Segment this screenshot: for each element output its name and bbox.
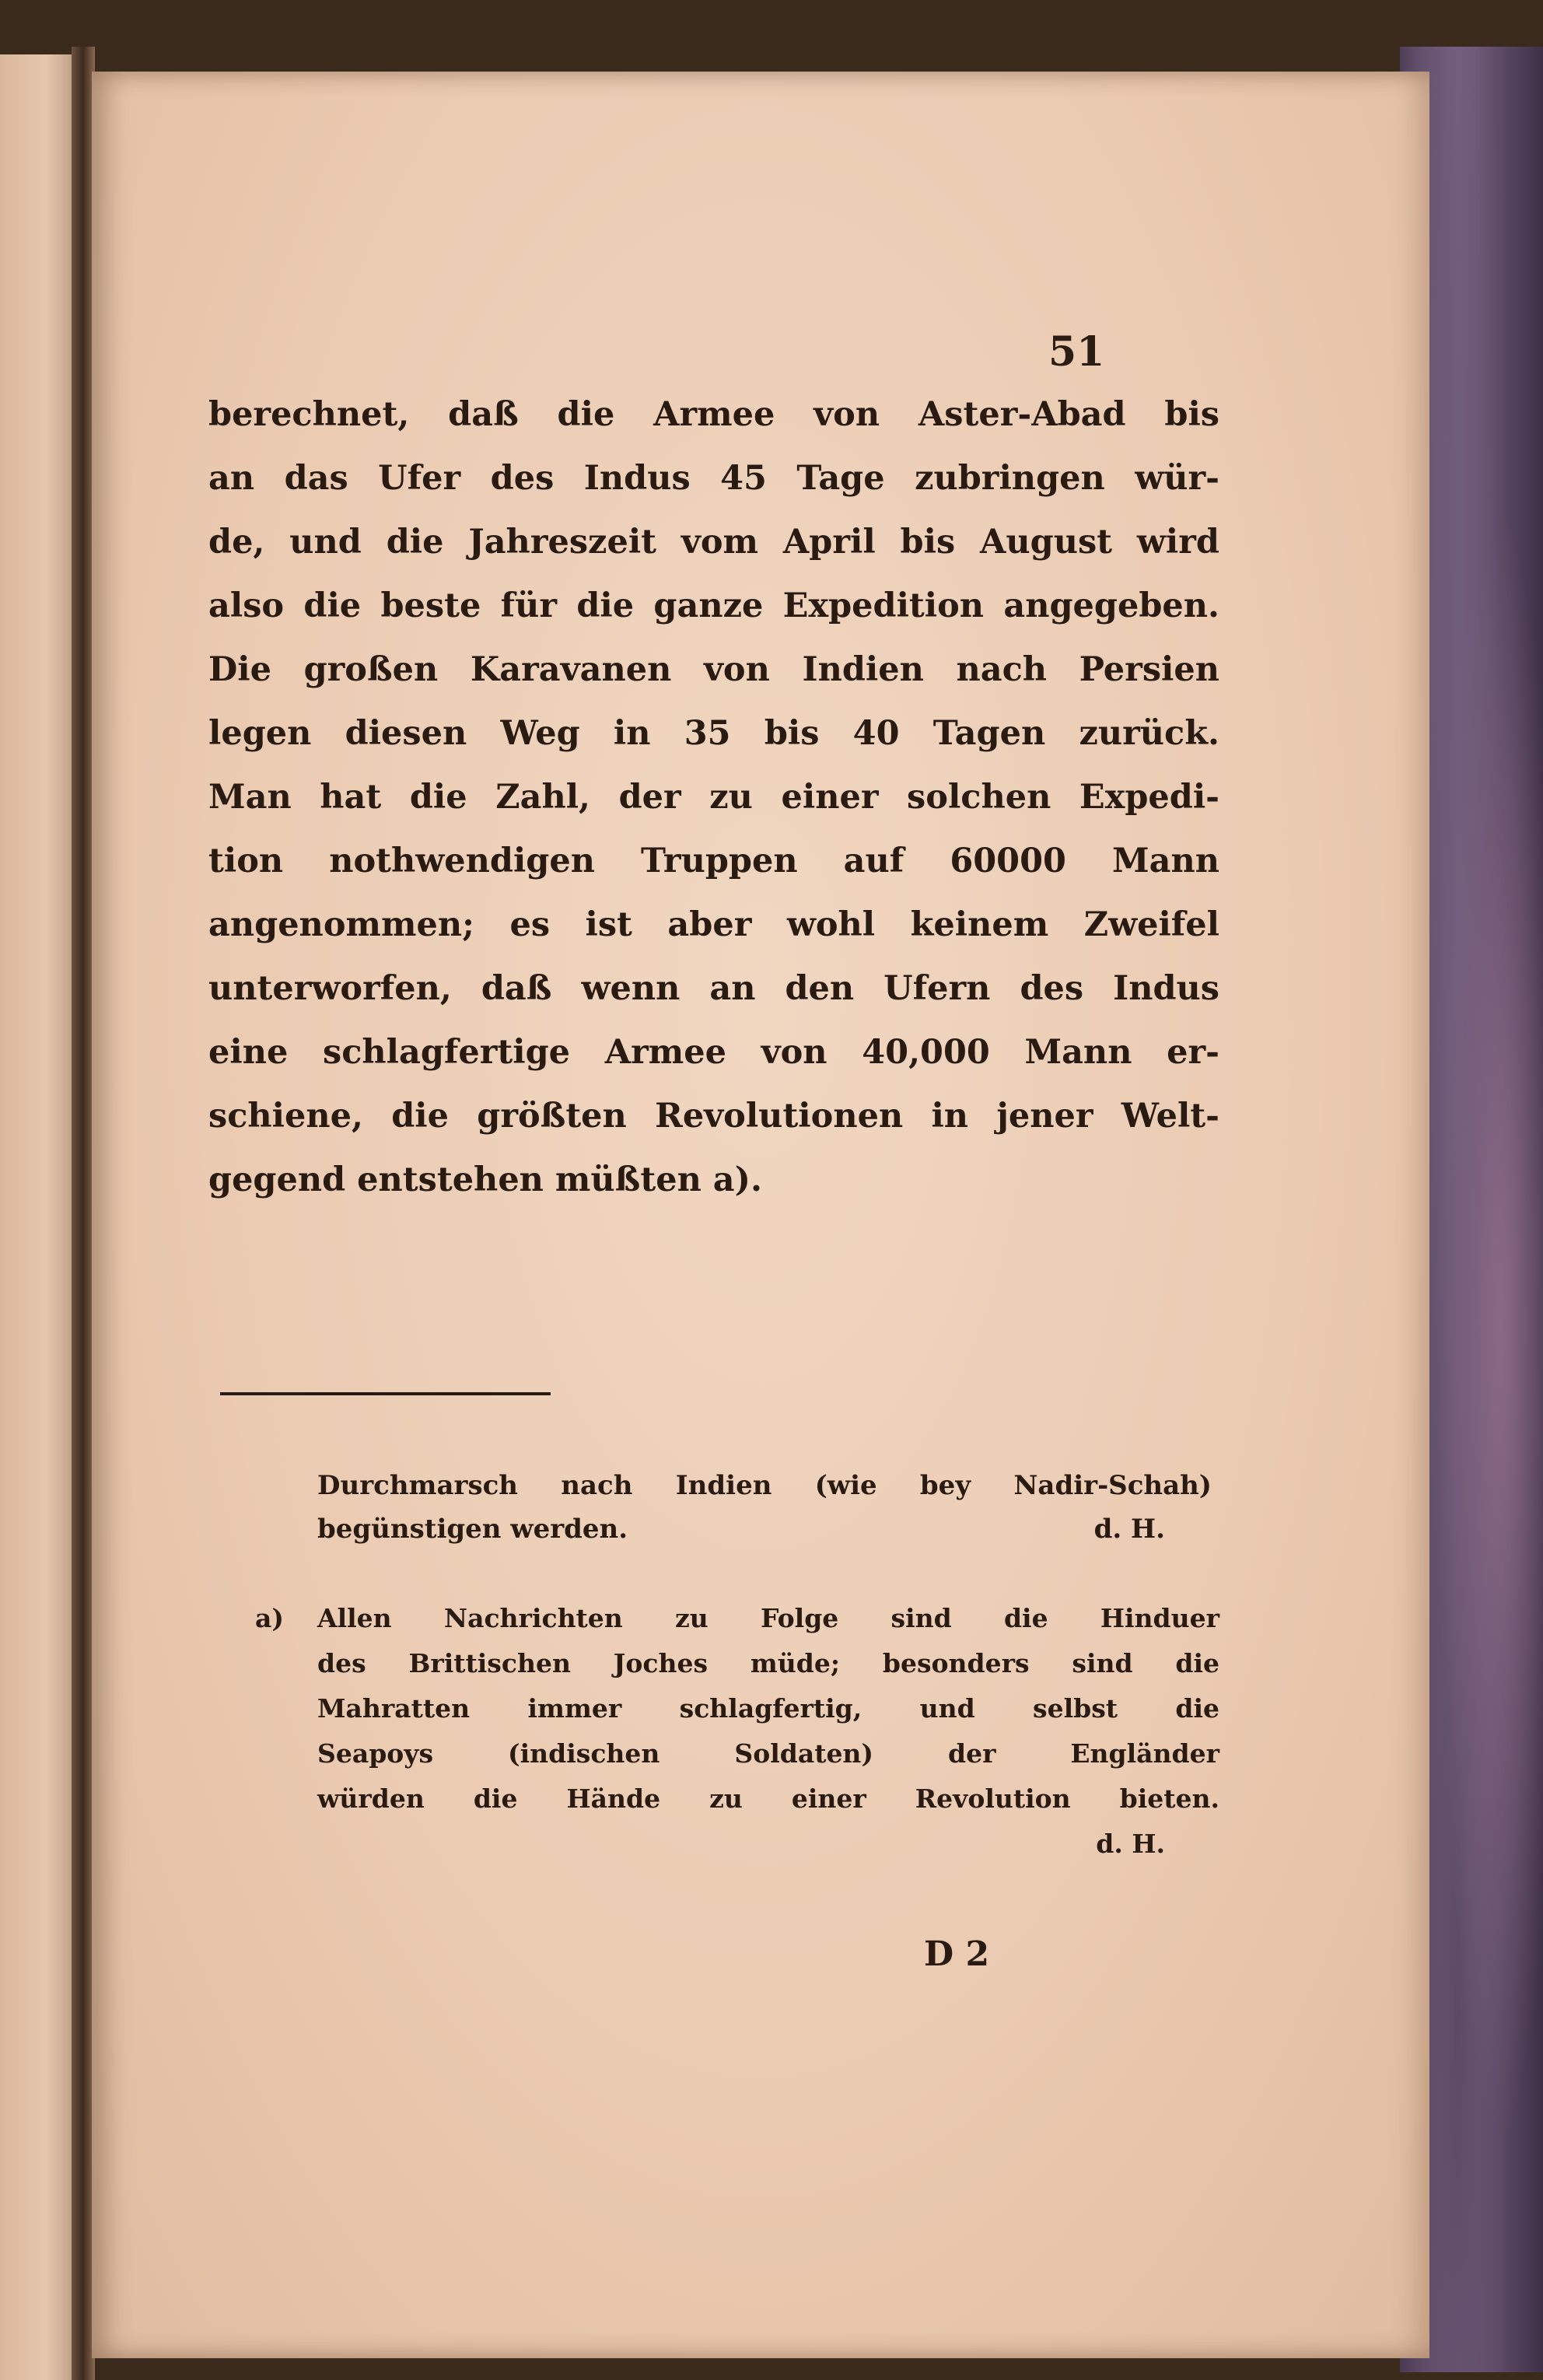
footnote-signature: d. H. (1096, 1829, 1165, 1859)
text-line: unterworfen, daß wenn an den Ufern des Indus (208, 969, 1219, 1008)
main-text (208, 383, 1219, 1212)
note-signature: d. H. (1093, 1514, 1165, 1545)
footnote-separator-rule (220, 1392, 551, 1395)
footnote-line: würden die Hände zu einer Revolution bieten. (317, 1783, 1219, 1814)
printer-signature-mark: D 2 (924, 1934, 990, 1974)
text-line: gegend entstehen müßten a). (208, 1160, 762, 1199)
text-line: Die großen Karavanen von Indien nach Persien (208, 650, 1219, 689)
footnote-line: Mahratten immer schlagfertig, und selbst die (317, 1693, 1219, 1724)
text-line: berechnet, daß die Armee von Aster-Abad bis (208, 395, 1219, 434)
book-page (92, 72, 1429, 2358)
page-number: 51 (1048, 328, 1105, 376)
note-line: begünstigen werden. (317, 1514, 628, 1545)
text-line: schiene, die größten Revolutionen in jener Welt- (208, 1097, 1219, 1136)
note-continuation (317, 1464, 1212, 1551)
footnote-line: des Brittischen Joches müde; besonders sind die (317, 1648, 1219, 1678)
note-line-with-signature (317, 1507, 1212, 1551)
facing-page-edge (0, 54, 78, 2380)
text-line: also die beste für die ganze Expedition angegeben. (208, 586, 1219, 625)
note-line: Durchmarsch nach Indien (wie bey Nadir-Schah) (317, 1470, 1212, 1501)
text-line: tion nothwendigen Truppen auf 60000 Mann (208, 842, 1219, 880)
text-line: de, und die Jahreszeit vom April bis August wird (208, 523, 1219, 562)
footnote-marker: a) (255, 1603, 284, 1633)
text-line: an das Ufer des Indus 45 Tage zubringen wür- (208, 459, 1219, 498)
text-line: Man hat die Zahl, der zu einer solchen Expedi- (208, 778, 1219, 817)
footnote-line: Seapoys (indischen Soldaten) der Engländer (317, 1738, 1219, 1769)
footnote-first-line (255, 1596, 1219, 1641)
footnote-line: Allen Nachrichten zu Folge sind die Hinduer (317, 1603, 1219, 1633)
text-line: eine schlagfertige Armee von 40,000 Mann er- (208, 1033, 1219, 1072)
text-line: legen diesen Weg in 35 bis 40 Tagen zurück. (208, 714, 1219, 753)
footnote-a (255, 1596, 1219, 1867)
text-line: angenommen; es ist aber wohl keinem Zweifel (208, 905, 1219, 944)
